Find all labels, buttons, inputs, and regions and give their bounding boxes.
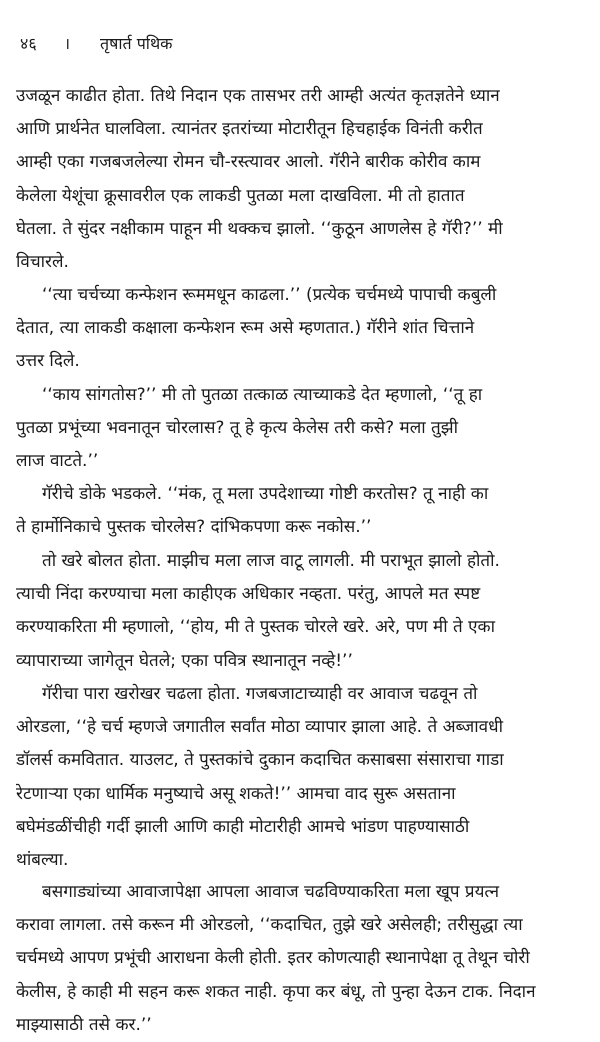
text-line: करण्याकरिता मी म्हणालो, ‘‘होय, मी ते पुस्तक चोरले खरे. अरे, पण मी ते एका — [16, 617, 495, 638]
text-line: माझ्यासाठी तसे कर.’’ — [16, 1014, 152, 1035]
header-separator: । — [64, 34, 71, 53]
text-line: उत्तर दिले. — [16, 351, 80, 372]
text-line: त्याची निंदा करण्याचा मला काहीएक अधिकार नव्हता. परंतु, आपले मत स्पष्ट — [16, 584, 481, 605]
text-line: घेतला. ते सुंदर नक्षीकाम पाहून मी थक्कच झालो. ‘‘कुठून आणलेस हे गॅरी?’’ मी — [16, 218, 503, 239]
text-line: व्यापाराच्या जागेतून घेतले; एका पवित्र स्थानातून नव्हे!’’ — [16, 650, 353, 671]
text-line: ते हार्मोनिकाचे पुस्तक चोरलेस? दांभिकपणा करू नकोस.’’ — [16, 517, 372, 538]
paragraph-5 — [16, 545, 588, 678]
text-line: बघेमंडळींचीही गर्दी झाली आणि काही मोटारीही आमचे भांडण पाहण्यासाठी — [16, 816, 470, 837]
text-line: ओरडला, ‘‘हे चर्च म्हणजे जगातील सर्वांत मोठा व्यापार झाला आहे. ते अब्जावधी — [16, 717, 503, 738]
text-line: लाज वाटते.’’ — [16, 451, 99, 472]
paragraph-4 — [16, 478, 588, 544]
paragraph-7 — [16, 876, 588, 1042]
page-header — [20, 34, 172, 54]
text-line: उजळून काढीत होता. तिथे निदान एक तासभर तरी आम्ही अत्यंत कृतज्ञतेने ध्यान — [16, 86, 500, 106]
text-line: विचारले. — [16, 252, 69, 273]
text-line: डॉलर्स कमवितात. याउलट, ते पुस्तकांचे दुकान कदाचित कसाबसा संसाराचा गाडा — [16, 750, 504, 771]
book-title: तृषार्त पथिक — [100, 34, 173, 53]
text-line: पुतळा प्रभूंच्या भवनातून चोरलास? तू हे कृत्य केलेस तरी कसे? मला तुझी — [16, 418, 458, 439]
text-line: ‘‘काय सांगतोस?’’ मी तो पुतळा तत्काळ त्याच्याकडे देत म्हणालो, ‘‘तू हा — [42, 385, 483, 405]
text-line: बसगाड्यांच्या आवाजापेक्षा आपला आवाज चढविण्याकरिता मला खूप प्रयत्न — [42, 882, 500, 902]
text-line: केलेला येशूंचा क्रूसावरील एक लाकडी पुतळा मला दाखविला. मी तो हातात — [16, 185, 465, 206]
text-line: तो खरे बोलत होता. माझीच मला लाज वाटू लागली. मी पराभूत झालो होतो. — [42, 551, 500, 571]
text-line: ‘‘त्या चर्चच्या कन्फेशन रूममधून काढला.’’ (प्रत्येक चर्चमध्ये पापाची कबुली — [42, 285, 497, 305]
text-line: चर्चमध्ये आपण प्रभूंची आराधना केली होती. इतर कोणत्याही स्थानापेक्षा तू तेथून चोरी — [16, 948, 530, 969]
paragraph-3 — [16, 379, 588, 479]
paragraph-2 — [16, 279, 588, 379]
paragraph-6 — [16, 678, 588, 877]
paragraph-1 — [16, 80, 588, 279]
text-line: केलीस, हे काही मी सहन करू शकत नाही. कृपा कर बंधू, तो पुन्हा देऊन टाक. निदान — [16, 981, 536, 1002]
text-line: रेटणाऱ्या एका धार्मिक मनुष्याचे असू शकते!’’ आमचा वाद सुरू असताना — [16, 783, 456, 804]
text-line: आम्ही एका गजबजलेल्या रोमन चौ-रस्त्यावर आलो. गॅरीने बारीक कोरीव काम — [16, 152, 481, 173]
page-number: ४६ — [20, 34, 37, 53]
text-line: देतात, त्या लाकडी कक्षाला कन्फेशन रूम असे म्हणतात.) गॅरीने शांत चित्ताने — [16, 318, 475, 339]
text-line: थांबल्या. — [16, 850, 69, 871]
text-line: आणि प्रार्थनेत घालविला. त्यानंतर इतरांच्या मोटारीतून हिचहाईक विनंती करीत — [16, 119, 483, 140]
text-line: गॅरीचे डोके भडकले. ‘‘मंक, तू मला उपदेशाच्या गोष्टी करतोस? तू नाही का — [42, 484, 489, 504]
text-line: गॅरीचा पारा खरोखर चढला होता. गजबजाटाच्याही वर आवाज चढवून तो — [42, 684, 478, 704]
text-line: करावा लागला. तसे करून मी ओरडलो, ‘‘कदाचित, तुझे खरे असेलही; तरीसुद्धा त्या — [16, 915, 523, 936]
